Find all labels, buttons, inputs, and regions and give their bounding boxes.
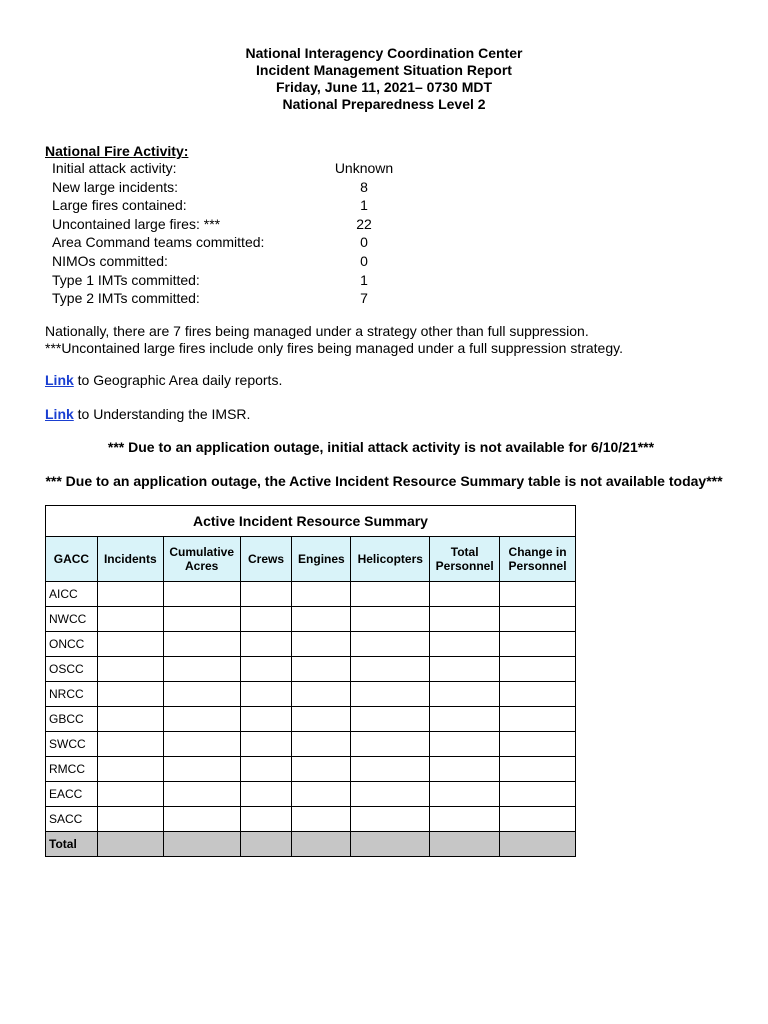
activity-label: Initial attack activity:	[52, 160, 177, 176]
col-header-gacc: GACC	[46, 537, 98, 582]
table-row	[46, 732, 576, 757]
report-header	[0, 45, 768, 113]
activity-row	[52, 178, 452, 197]
activity-label: NIMOs committed:	[52, 252, 168, 269]
gacc-cell: NRCC	[46, 682, 98, 707]
col-header-cumulative-acres: Cumulative Acres	[163, 537, 240, 582]
geo-area-reports-link[interactable]: Link	[45, 372, 74, 388]
activity-value: 1	[360, 271, 368, 288]
preparedness-level: National Preparedness Level 2	[282, 96, 486, 112]
resource-summary-outage-warning: *** Due to an application outage, the Active Incident Resource Summary table is not available today***	[45, 473, 723, 489]
gacc-cell: AICC	[46, 582, 98, 607]
table-title: Active Incident Resource Summary	[46, 506, 576, 537]
imsr-link-line	[45, 406, 250, 423]
gacc-cell: EACC	[46, 782, 98, 807]
geo-area-link-line	[45, 372, 282, 389]
fire-activity-list	[52, 159, 452, 308]
table-row	[46, 582, 576, 607]
understanding-imsr-link[interactable]: Link	[45, 406, 74, 422]
activity-value: 22	[356, 215, 372, 232]
table-row	[46, 632, 576, 657]
table-row	[46, 607, 576, 632]
activity-label: Large fires contained:	[52, 197, 187, 214]
activity-row	[52, 215, 452, 234]
org-title: National Interagency Coordination Center	[245, 45, 523, 61]
activity-row	[52, 159, 452, 178]
initial-attack-outage-warning: *** Due to an application outage, initial attack activity is not available for 6/10/21***	[107, 439, 655, 455]
table-row	[46, 782, 576, 807]
activity-label: Type 1 IMTs committed:	[52, 271, 200, 288]
gacc-cell: SACC	[46, 807, 98, 832]
activity-row	[52, 271, 452, 290]
suppression-note: ***Uncontained large fires include only fires being managed under a full suppression strategy.	[45, 340, 623, 356]
table-row	[46, 682, 576, 707]
total-label: Total	[46, 832, 98, 857]
activity-value: Unknown	[334, 160, 394, 176]
col-header-engines: Engines	[292, 537, 351, 582]
activity-value: 8	[360, 178, 368, 195]
fire-activity-title: National Fire Activity:	[45, 143, 189, 159]
activity-row	[52, 233, 452, 252]
col-header-incidents: Incidents	[97, 537, 163, 582]
table-header-row	[46, 537, 576, 582]
activity-row	[52, 252, 452, 271]
col-header-crews: Crews	[240, 537, 292, 582]
col-header-helicopters: Helicopters	[351, 537, 430, 582]
activity-label: Uncontained large fires: ***	[52, 215, 221, 232]
activity-label: Area Command teams committed:	[52, 234, 265, 251]
imsr-link-suffix: to Understanding the IMSR.	[73, 406, 251, 422]
gacc-cell: RMCC	[46, 757, 98, 782]
gacc-cell: ONCC	[46, 632, 98, 657]
activity-label: Type 2 IMTs committed:	[52, 290, 200, 307]
activity-value: 0	[360, 252, 368, 269]
table-row	[46, 657, 576, 682]
activity-row	[52, 196, 452, 215]
report-title: Incident Management Situation Report	[256, 62, 512, 78]
table-row	[46, 707, 576, 732]
table-row	[46, 807, 576, 832]
resource-summary-table	[45, 505, 576, 857]
table-total-row	[46, 832, 576, 857]
gacc-cell: GBCC	[46, 707, 98, 732]
gacc-cell: SWCC	[46, 732, 98, 757]
activity-value: 7	[360, 290, 368, 307]
activity-label: New large incidents:	[52, 178, 179, 195]
gacc-cell: OSCC	[46, 657, 98, 682]
activity-row	[52, 289, 452, 308]
report-date: Friday, June 11, 2021– 0730 MDT	[275, 79, 493, 95]
strategy-note: Nationally, there are 7 fires being managed under a strategy other than full suppression.	[45, 323, 589, 339]
activity-value: 0	[360, 234, 368, 251]
geo-link-suffix: to Geographic Area daily reports.	[73, 372, 283, 388]
table-row	[46, 757, 576, 782]
activity-value: 1	[360, 197, 368, 214]
col-header-change-in-personnel: Change in Personnel	[500, 537, 576, 582]
gacc-cell: NWCC	[46, 607, 98, 632]
col-header-total-personnel: Total Personnel	[430, 537, 500, 582]
